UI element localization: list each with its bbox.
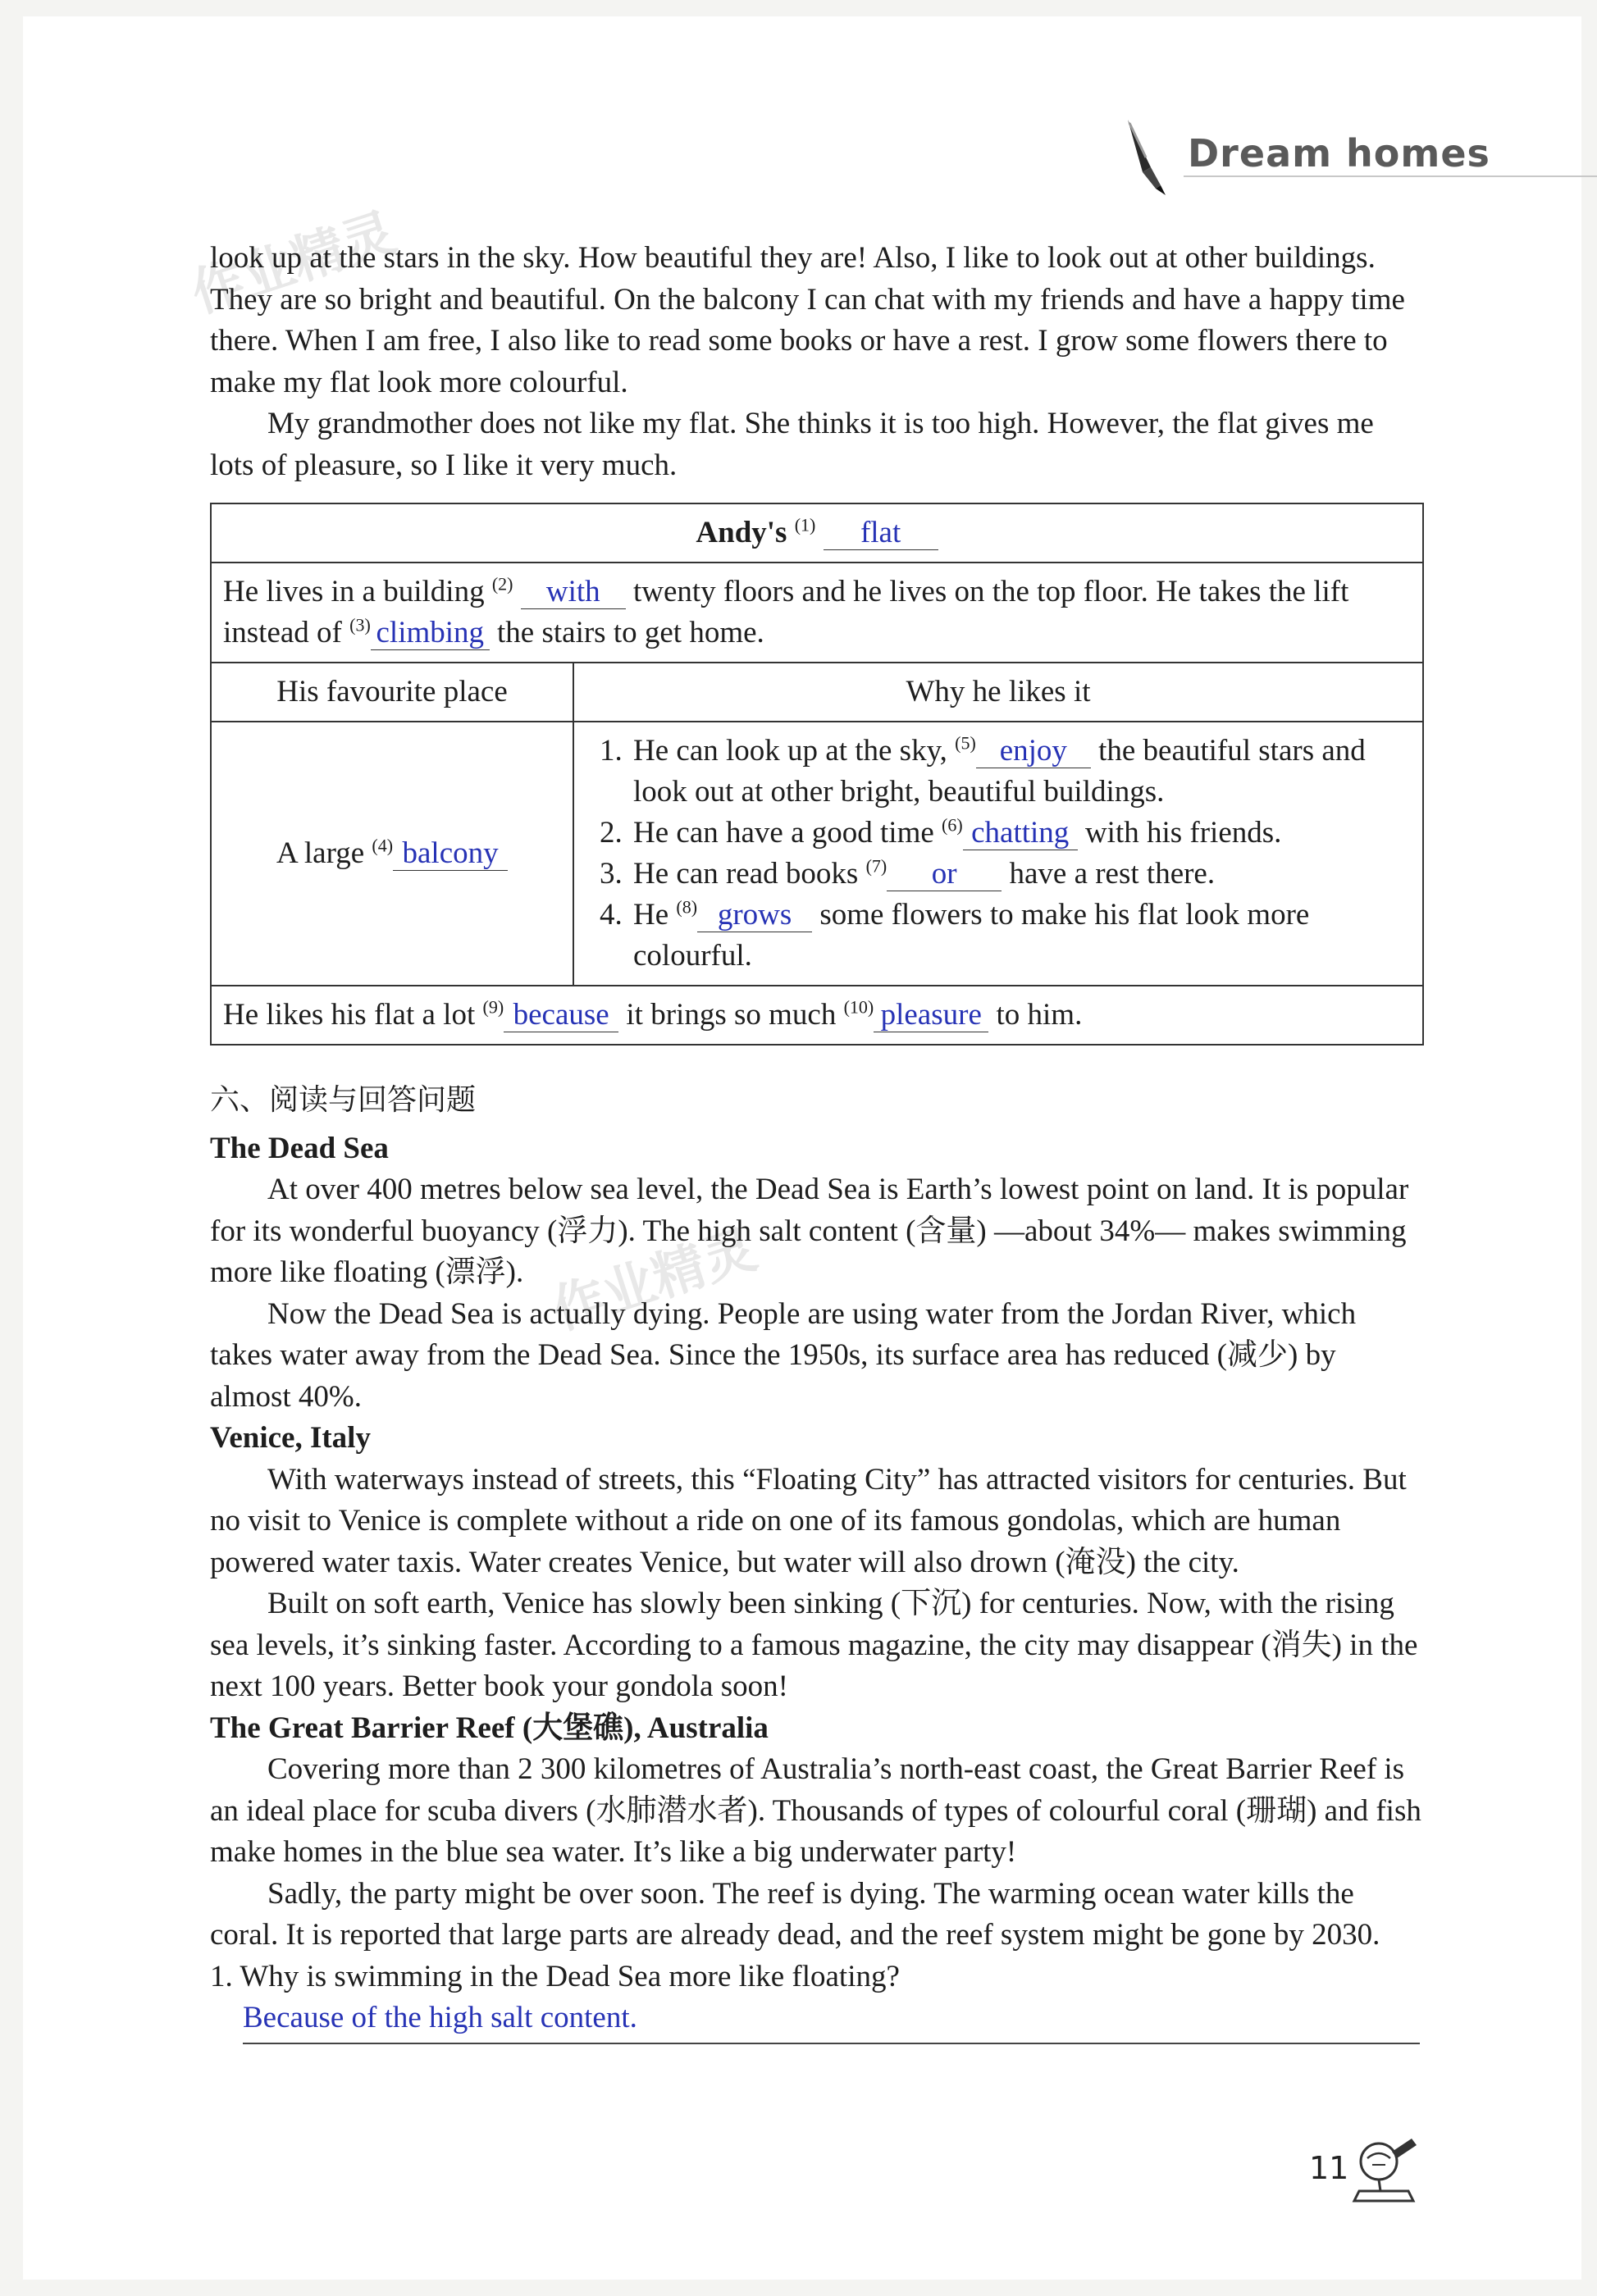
reason-item — [630, 854, 1411, 895]
answer-blank-9[interactable]: because — [504, 999, 618, 1032]
article-heading: Venice, Italy — [210, 1421, 371, 1455]
reason-text: have a rest there. — [1002, 857, 1216, 891]
row-text: He likes his flat a lot — [223, 998, 483, 1032]
reasons-cell — [573, 722, 1423, 986]
reasons-list — [586, 731, 1411, 977]
page-header — [1118, 115, 1597, 189]
answer-blank-10[interactable]: pleasure — [874, 999, 988, 1032]
blank-number: (6) — [942, 814, 963, 836]
blank-number: (1) — [794, 514, 816, 535]
header-rule — [1184, 175, 1597, 177]
blank-number: (4) — [372, 835, 394, 856]
article-great-barrier-reef — [210, 1708, 1424, 1957]
row-text: twenty floors and he lives on the top floor. He takes the lift instead of — [223, 575, 1349, 649]
reason-text: He — [633, 898, 677, 932]
row-text: A large — [276, 836, 372, 870]
reason-text: some flowers to make his flat look more colourful. — [633, 898, 1310, 973]
question-1: 1. Why is swimming in the Dead Sea more like floating? — [210, 1959, 900, 1993]
article-paragraph: Covering more than 2 300 kilometres of Australia’s north-east coast, the Great Barrier Reef is an ideal place for scuba divers (水肺潜水者). Thousands of types of colourful coral (珊瑚) and fish make homes in the blue sea water. It’s like a big underwater party! — [210, 1752, 1421, 1869]
section-title: 六、阅读与回答问题 — [210, 1083, 477, 1117]
column-header-reason: Why he likes it — [573, 663, 1423, 722]
blank-number: (9) — [482, 996, 504, 1018]
row-text: the stairs to get home. — [489, 616, 764, 649]
reason-text: He can have a good time — [633, 816, 942, 850]
building-row — [211, 563, 1423, 663]
blank-number: (8) — [676, 896, 698, 918]
article-dead-sea — [210, 1128, 1424, 1419]
watermark: 作业精灵 — [545, 1219, 764, 1342]
answer-blank-4[interactable]: balcony — [393, 837, 508, 871]
column-header-place: His favourite place — [211, 663, 573, 722]
hammer-icon — [1348, 2132, 1421, 2206]
fill-in-table — [210, 503, 1424, 1046]
article-paragraph: With waterways instead of streets, this “Floating City” has attracted visitors for centuries. But no visit to Venice is complete without a ride on one of its famous gondolas, which are human powered water taxis. Water creates Venice, but water will also drown (淹没) the city. — [210, 1462, 1407, 1579]
blank-number: (5) — [955, 732, 976, 754]
reason-text: He can read books — [633, 857, 866, 891]
article-paragraph: Sadly, the party might be over soon. The reef is dying. The warming ocean water kills the coral. It is reported that large parts are already dead, and the reef system might be gone by 2030. — [210, 1876, 1380, 1952]
watermark: 作业精灵 — [184, 202, 404, 326]
answer-blank-3[interactable]: climbing — [371, 617, 490, 650]
passage-paragraph: My grandmother does not like my flat. She thinks it is too high. However, the flat gives me lots of pleasure, so I like it very much. — [210, 407, 1374, 482]
article-paragraph: Now the Dead Sea is actually dying. People are using water from the Jordan River, which takes water away from the Dead Sea. Since the 1950s, its surface area has reduced (减少) by almost 40%. — [210, 1296, 1357, 1414]
answer-blank-8[interactable]: grows — [697, 899, 812, 932]
page-number: 11 — [1309, 2150, 1349, 2186]
row-text: to him. — [988, 998, 1083, 1032]
blank-number: (3) — [349, 614, 371, 636]
pen-icon — [1118, 115, 1184, 197]
blank-number: (10) — [843, 996, 874, 1018]
answer-1[interactable]: Because of the high salt content. — [243, 2001, 637, 2034]
answer-blank-5[interactable]: enjoy — [976, 735, 1091, 768]
article-heading: The Great Barrier Reef (大堡礁), Australia — [210, 1711, 769, 1745]
article-paragraph: Built on soft earth, Venice has slowly been sinking (下沉) for centuries. Now, with the rising sea levels, it’s sinking faster. According to a famous magazine, the city may disappear (消失) in the next 100 years. Better book your gondola soon! — [210, 1587, 1418, 1703]
row-text: He lives in a building — [223, 575, 492, 608]
article-venice — [210, 1418, 1424, 1708]
passage-paragraph: look up at the stars in the sky. How beautiful they are! Also, I like to look out at other buildings. They are so bright and beautiful. On the balcony I can chat with my friends and have a happy time there. When I am free, I also like to read some books or have a rest. I grow some flowers there to make my flat look more colourful. — [210, 241, 1405, 399]
blank-number: (2) — [491, 573, 513, 594]
favourite-place-cell — [211, 722, 573, 986]
article-heading: The Dead Sea — [210, 1131, 389, 1165]
row-text: it brings so much — [618, 998, 844, 1032]
article-paragraph: At over 400 metres below sea level, the Dead Sea is Earth’s lowest point on land. It is popular for its wonderful buoyancy (浮力). The high salt content (含量) —about 34%— makes swimming more like floating (漂浮). — [210, 1173, 1409, 1289]
table-title-text: Andy's — [696, 516, 795, 549]
workbook-page — [23, 16, 1581, 2280]
summary-row — [211, 986, 1423, 1045]
answer-blank-7[interactable]: or — [887, 858, 1002, 891]
reason-text: with his friends. — [1077, 816, 1282, 850]
header-title: Dream homes — [1188, 131, 1490, 175]
blank-number: (7) — [865, 855, 887, 877]
reason-text: He can look up at the sky, — [633, 734, 956, 768]
answer-blank-1[interactable]: flat — [824, 517, 938, 550]
page-content — [210, 238, 1424, 2044]
answer-blank-6[interactable]: chatting — [963, 817, 1078, 850]
table-title — [211, 503, 1423, 563]
answer-blank-2[interactable]: with — [521, 576, 626, 609]
answer-line — [243, 2043, 1420, 2044]
reason-item — [630, 895, 1411, 977]
reason-item — [630, 813, 1411, 854]
reason-text: the beautiful stars and look out at other bright, beautiful buildings. — [633, 734, 1366, 809]
reason-item — [630, 731, 1411, 813]
